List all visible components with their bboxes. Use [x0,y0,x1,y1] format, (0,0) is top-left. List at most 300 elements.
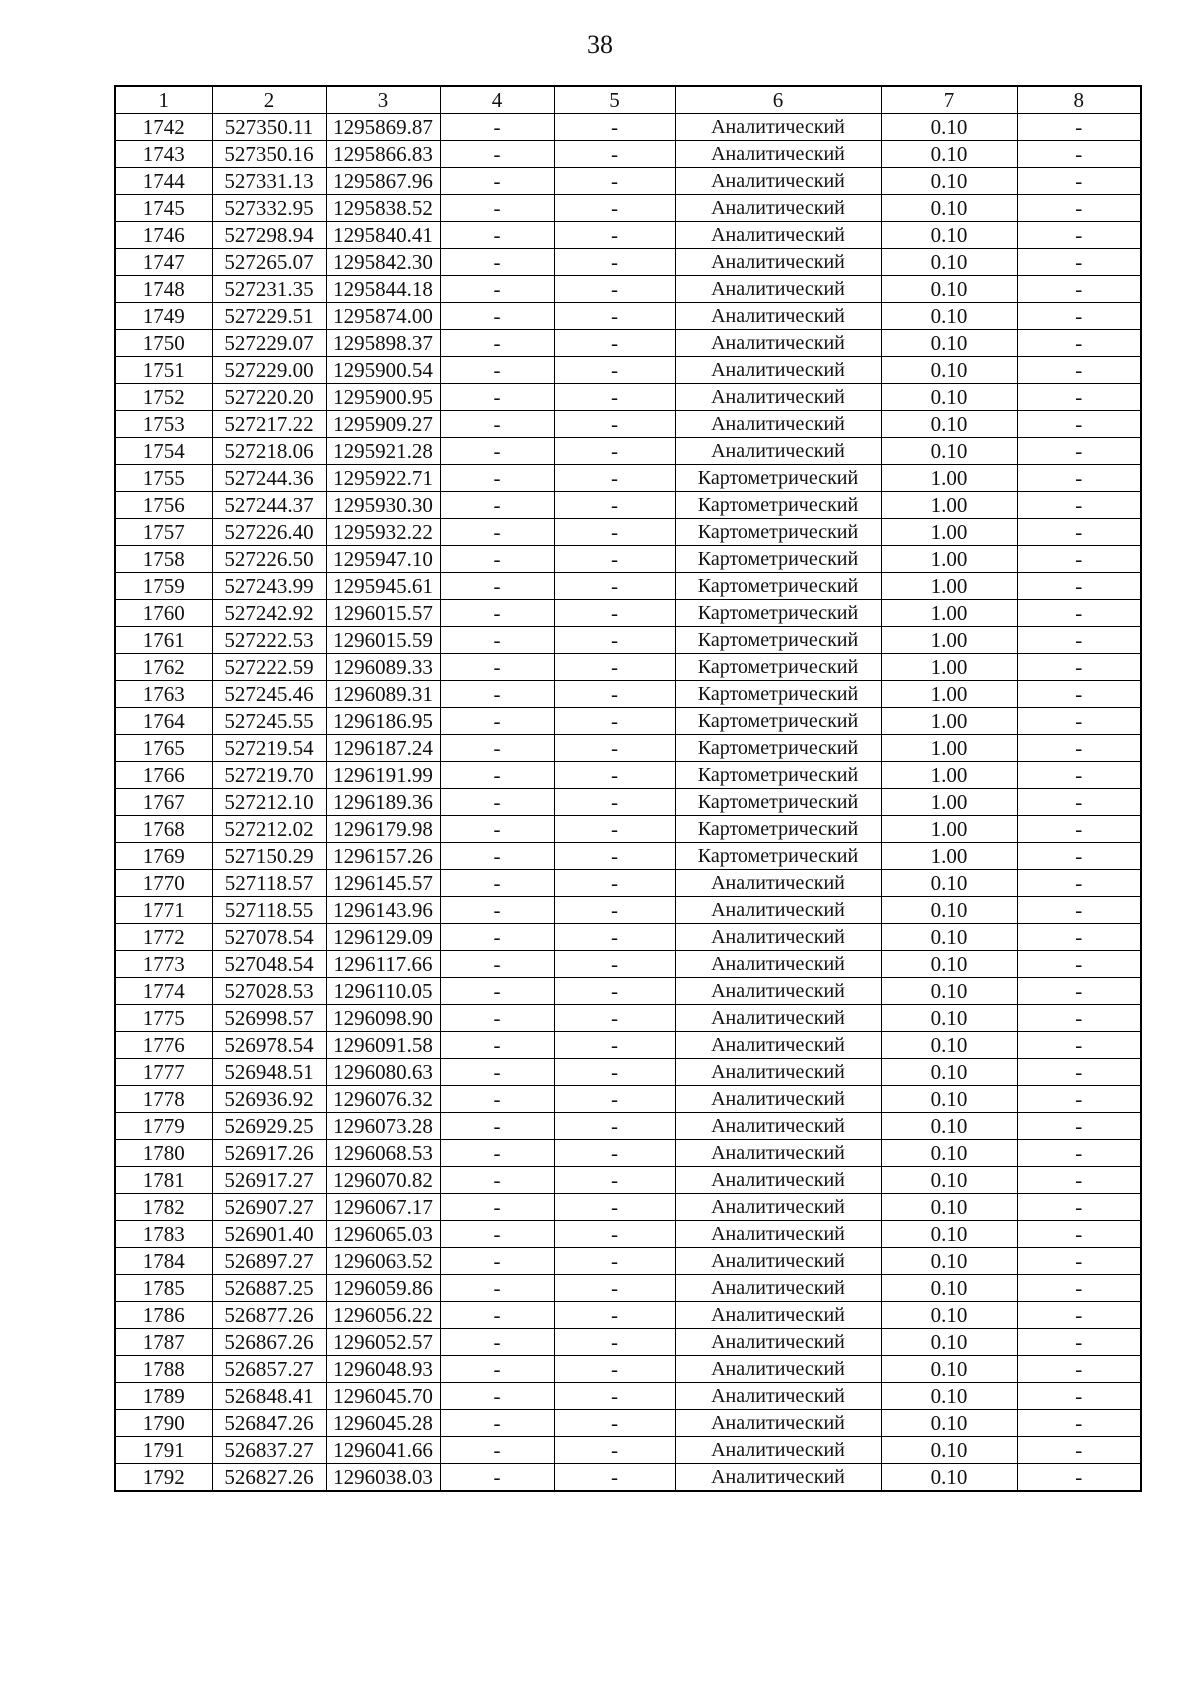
point-number-cell: 1787 [115,1329,212,1356]
y-coordinate-cell: 1296056.22 [326,1302,440,1329]
accuracy-cell: 0.10 [881,384,1017,411]
col8-cell: - [1017,1194,1141,1221]
method-cell: Аналитический [675,1194,881,1221]
x-coordinate-cell: 527218.06 [212,438,326,465]
x-coordinate-cell: 527118.57 [212,870,326,897]
col8-cell: - [1017,627,1141,654]
col8-cell: - [1017,357,1141,384]
col4-cell: - [440,1464,554,1492]
accuracy-cell: 1.00 [881,600,1017,627]
col5-cell: - [554,1032,675,1059]
point-number-cell: 1743 [115,141,212,168]
point-number-cell: 1761 [115,627,212,654]
point-number-cell: 1772 [115,924,212,951]
col5-cell: - [554,519,675,546]
col4-cell: - [440,1140,554,1167]
method-cell: Картометрический [675,708,881,735]
x-coordinate-cell: 527245.46 [212,681,326,708]
col5-cell: - [554,1437,675,1464]
point-number-cell: 1747 [115,249,212,276]
method-cell: Аналитический [675,114,881,141]
y-coordinate-cell: 1296080.63 [326,1059,440,1086]
col8-cell: - [1017,1032,1141,1059]
col8-cell: - [1017,249,1141,276]
accuracy-cell: 1.00 [881,519,1017,546]
accuracy-cell: 1.00 [881,762,1017,789]
accuracy-cell: 0.10 [881,1005,1017,1032]
table-row [115,951,1141,978]
table-row [115,519,1141,546]
x-coordinate-cell: 526936.92 [212,1086,326,1113]
point-number-cell: 1764 [115,708,212,735]
table-body [115,114,1141,1492]
point-number-cell: 1750 [115,330,212,357]
col8-cell: - [1017,114,1141,141]
point-number-cell: 1762 [115,654,212,681]
point-number-cell: 1765 [115,735,212,762]
method-cell: Аналитический [675,1167,881,1194]
point-number-cell: 1788 [115,1356,212,1383]
method-cell: Аналитический [675,1221,881,1248]
method-cell: Аналитический [675,1275,881,1302]
table-row [115,384,1141,411]
col8-cell: - [1017,681,1141,708]
x-coordinate-cell: 527243.99 [212,573,326,600]
y-coordinate-cell: 1296157.26 [326,843,440,870]
accuracy-cell: 1.00 [881,789,1017,816]
col8-cell: - [1017,1410,1141,1437]
accuracy-cell: 0.10 [881,1410,1017,1437]
col5-cell: - [554,951,675,978]
y-coordinate-cell: 1296187.24 [326,735,440,762]
column-header: 5 [554,86,675,114]
accuracy-cell: 0.10 [881,1464,1017,1492]
col8-cell: - [1017,519,1141,546]
y-coordinate-cell: 1296041.66 [326,1437,440,1464]
accuracy-cell: 0.10 [881,1167,1017,1194]
method-cell: Картометрический [675,546,881,573]
col4-cell: - [440,1113,554,1140]
accuracy-cell: 0.10 [881,222,1017,249]
table-row [115,222,1141,249]
col5-cell: - [554,1194,675,1221]
y-coordinate-cell: 1295838.52 [326,195,440,222]
accuracy-cell: 0.10 [881,1383,1017,1410]
x-coordinate-cell: 526978.54 [212,1032,326,1059]
accuracy-cell: 0.10 [881,978,1017,1005]
table-row [115,573,1141,600]
method-cell: Аналитический [675,1437,881,1464]
method-cell: Аналитический [675,1140,881,1167]
x-coordinate-cell: 526857.27 [212,1356,326,1383]
method-cell: Аналитический [675,222,881,249]
method-cell: Картометрический [675,519,881,546]
col4-cell: - [440,1086,554,1113]
col4-cell: - [440,573,554,600]
x-coordinate-cell: 527265.07 [212,249,326,276]
col8-cell: - [1017,924,1141,951]
col5-cell: - [554,303,675,330]
col4-cell: - [440,492,554,519]
y-coordinate-cell: 1296065.03 [326,1221,440,1248]
x-coordinate-cell: 527242.92 [212,600,326,627]
accuracy-cell: 0.10 [881,141,1017,168]
table-row [115,816,1141,843]
point-number-cell: 1774 [115,978,212,1005]
table-row [115,465,1141,492]
y-coordinate-cell: 1296052.57 [326,1329,440,1356]
col4-cell: - [440,708,554,735]
y-coordinate-cell: 1295844.18 [326,276,440,303]
col8-cell: - [1017,465,1141,492]
col5-cell: - [554,141,675,168]
col8-cell: - [1017,276,1141,303]
table-row [115,330,1141,357]
accuracy-cell: 1.00 [881,735,1017,762]
y-coordinate-cell: 1295921.28 [326,438,440,465]
point-number-cell: 1779 [115,1113,212,1140]
col8-cell: - [1017,222,1141,249]
col5-cell: - [554,1113,675,1140]
accuracy-cell: 1.00 [881,654,1017,681]
x-coordinate-cell: 526887.25 [212,1275,326,1302]
method-cell: Картометрический [675,627,881,654]
method-cell: Аналитический [675,1464,881,1492]
col5-cell: - [554,1302,675,1329]
table-row [115,1032,1141,1059]
column-header: 6 [675,86,881,114]
method-cell: Аналитический [675,1086,881,1113]
col8-cell: - [1017,1464,1141,1492]
x-coordinate-cell: 527226.40 [212,519,326,546]
method-cell: Аналитический [675,1248,881,1275]
col8-cell: - [1017,951,1141,978]
point-number-cell: 1768 [115,816,212,843]
x-coordinate-cell: 526948.51 [212,1059,326,1086]
point-number-cell: 1783 [115,1221,212,1248]
accuracy-cell: 1.00 [881,546,1017,573]
y-coordinate-cell: 1296098.90 [326,1005,440,1032]
table-row [115,114,1141,141]
accuracy-cell: 0.10 [881,1221,1017,1248]
accuracy-cell: 1.00 [881,843,1017,870]
method-cell: Аналитический [675,978,881,1005]
point-number-cell: 1753 [115,411,212,438]
col4-cell: - [440,114,554,141]
col4-cell: - [440,1032,554,1059]
accuracy-cell: 1.00 [881,681,1017,708]
col8-cell: - [1017,897,1141,924]
x-coordinate-cell: 527212.10 [212,789,326,816]
method-cell: Аналитический [675,384,881,411]
column-header: 3 [326,86,440,114]
col5-cell: - [554,1356,675,1383]
table-row [115,1329,1141,1356]
x-coordinate-cell: 527220.20 [212,384,326,411]
col5-cell: - [554,1410,675,1437]
x-coordinate-cell: 526998.57 [212,1005,326,1032]
x-coordinate-cell: 527217.22 [212,411,326,438]
method-cell: Аналитический [675,897,881,924]
col4-cell: - [440,330,554,357]
method-cell: Аналитический [675,195,881,222]
col8-cell: - [1017,546,1141,573]
accuracy-cell: 1.00 [881,708,1017,735]
accuracy-cell: 1.00 [881,627,1017,654]
y-coordinate-cell: 1296110.05 [326,978,440,1005]
col5-cell: - [554,978,675,1005]
col4-cell: - [440,1059,554,1086]
col8-cell: - [1017,1005,1141,1032]
x-coordinate-cell: 527150.29 [212,843,326,870]
y-coordinate-cell: 1295900.95 [326,384,440,411]
col5-cell: - [554,249,675,276]
accuracy-cell: 0.10 [881,1032,1017,1059]
y-coordinate-cell: 1296067.17 [326,1194,440,1221]
y-coordinate-cell: 1296145.57 [326,870,440,897]
table-row [115,249,1141,276]
x-coordinate-cell: 527231.35 [212,276,326,303]
y-coordinate-cell: 1296045.70 [326,1383,440,1410]
table-header-row [115,86,1141,114]
accuracy-cell: 0.10 [881,303,1017,330]
method-cell: Аналитический [675,1383,881,1410]
point-number-cell: 1773 [115,951,212,978]
method-cell: Картометрический [675,789,881,816]
point-number-cell: 1760 [115,600,212,627]
col5-cell: - [554,1140,675,1167]
accuracy-cell: 0.10 [881,1059,1017,1086]
y-coordinate-cell: 1296038.03 [326,1464,440,1492]
point-number-cell: 1766 [115,762,212,789]
method-cell: Картометрический [675,762,881,789]
col8-cell: - [1017,1437,1141,1464]
col4-cell: - [440,978,554,1005]
table-row [115,1356,1141,1383]
method-cell: Картометрический [675,816,881,843]
table-row [115,1302,1141,1329]
table-row [115,195,1141,222]
accuracy-cell: 0.10 [881,1086,1017,1113]
col4-cell: - [440,1221,554,1248]
table-row [115,492,1141,519]
y-coordinate-cell: 1295900.54 [326,357,440,384]
col5-cell: - [554,438,675,465]
method-cell: Аналитический [675,330,881,357]
method-cell: Аналитический [675,141,881,168]
col4-cell: - [440,249,554,276]
point-number-cell: 1775 [115,1005,212,1032]
point-number-cell: 1746 [115,222,212,249]
col8-cell: - [1017,870,1141,897]
col8-cell: - [1017,600,1141,627]
col8-cell: - [1017,735,1141,762]
y-coordinate-cell: 1296089.31 [326,681,440,708]
col5-cell: - [554,708,675,735]
col8-cell: - [1017,573,1141,600]
y-coordinate-cell: 1296189.36 [326,789,440,816]
x-coordinate-cell: 527219.70 [212,762,326,789]
table-row [115,654,1141,681]
col8-cell: - [1017,438,1141,465]
column-header: 2 [212,86,326,114]
point-number-cell: 1786 [115,1302,212,1329]
col8-cell: - [1017,1248,1141,1275]
col8-cell: - [1017,789,1141,816]
y-coordinate-cell: 1296059.86 [326,1275,440,1302]
y-coordinate-cell: 1296048.93 [326,1356,440,1383]
point-number-cell: 1789 [115,1383,212,1410]
table-row [115,978,1141,1005]
y-coordinate-cell: 1295842.30 [326,249,440,276]
x-coordinate-cell: 526847.26 [212,1410,326,1437]
y-coordinate-cell: 1296117.66 [326,951,440,978]
y-coordinate-cell: 1296089.33 [326,654,440,681]
point-number-cell: 1792 [115,1464,212,1492]
col5-cell: - [554,681,675,708]
method-cell: Аналитический [675,924,881,951]
method-cell: Аналитический [675,1059,881,1086]
method-cell: Аналитический [675,1356,881,1383]
col4-cell: - [440,546,554,573]
point-number-cell: 1749 [115,303,212,330]
point-number-cell: 1770 [115,870,212,897]
col4-cell: - [440,1329,554,1356]
col5-cell: - [554,1167,675,1194]
col4-cell: - [440,1437,554,1464]
col5-cell: - [554,654,675,681]
page-number: 38 [587,30,613,59]
col5-cell: - [554,114,675,141]
accuracy-cell: 0.10 [881,249,1017,276]
col4-cell: - [440,168,554,195]
x-coordinate-cell: 527226.50 [212,546,326,573]
col4-cell: - [440,762,554,789]
col5-cell: - [554,1464,675,1492]
accuracy-cell: 0.10 [881,1140,1017,1167]
method-cell: Картометрический [675,681,881,708]
col4-cell: - [440,357,554,384]
col8-cell: - [1017,654,1141,681]
col4-cell: - [440,519,554,546]
point-number-cell: 1755 [115,465,212,492]
col5-cell: - [554,384,675,411]
method-cell: Картометрический [675,492,881,519]
accuracy-cell: 1.00 [881,492,1017,519]
table-row [115,735,1141,762]
method-cell: Аналитический [675,249,881,276]
col4-cell: - [440,438,554,465]
y-coordinate-cell: 1295867.96 [326,168,440,195]
x-coordinate-cell: 526867.26 [212,1329,326,1356]
table-row [115,600,1141,627]
method-cell: Картометрический [675,600,881,627]
point-number-cell: 1791 [115,1437,212,1464]
col5-cell: - [554,573,675,600]
col4-cell: - [440,735,554,762]
accuracy-cell: 0.10 [881,870,1017,897]
point-number-cell: 1767 [115,789,212,816]
table-row [115,276,1141,303]
table-row [115,357,1141,384]
table-row [115,1059,1141,1086]
point-number-cell: 1752 [115,384,212,411]
table-row [115,303,1141,330]
point-number-cell: 1742 [115,114,212,141]
y-coordinate-cell: 1296045.28 [326,1410,440,1437]
column-header: 8 [1017,86,1141,114]
point-number-cell: 1754 [115,438,212,465]
accuracy-cell: 0.10 [881,1194,1017,1221]
y-coordinate-cell: 1296076.32 [326,1086,440,1113]
col5-cell: - [554,627,675,654]
x-coordinate-cell: 527078.54 [212,924,326,951]
table-row [115,1086,1141,1113]
col5-cell: - [554,411,675,438]
col5-cell: - [554,465,675,492]
y-coordinate-cell: 1295866.83 [326,141,440,168]
col8-cell: - [1017,843,1141,870]
col4-cell: - [440,1410,554,1437]
column-header: 7 [881,86,1017,114]
table-row [115,708,1141,735]
table-row [115,681,1141,708]
col8-cell: - [1017,141,1141,168]
method-cell: Аналитический [675,276,881,303]
x-coordinate-cell: 526917.26 [212,1140,326,1167]
col4-cell: - [440,465,554,492]
col8-cell: - [1017,978,1141,1005]
x-coordinate-cell: 527244.37 [212,492,326,519]
col8-cell: - [1017,1167,1141,1194]
point-number-cell: 1780 [115,1140,212,1167]
col5-cell: - [554,1329,675,1356]
col4-cell: - [440,654,554,681]
x-coordinate-cell: 526877.26 [212,1302,326,1329]
point-number-cell: 1778 [115,1086,212,1113]
y-coordinate-cell: 1296191.99 [326,762,440,789]
col8-cell: - [1017,816,1141,843]
method-cell: Аналитический [675,1302,881,1329]
coordinates-table [114,85,1142,1492]
table-row [115,1221,1141,1248]
accuracy-cell: 0.10 [881,1275,1017,1302]
y-coordinate-cell: 1296068.53 [326,1140,440,1167]
col8-cell: - [1017,303,1141,330]
table-row [115,1140,1141,1167]
col8-cell: - [1017,762,1141,789]
x-coordinate-cell: 526929.25 [212,1113,326,1140]
y-coordinate-cell: 1295874.00 [326,303,440,330]
col5-cell: - [554,546,675,573]
col4-cell: - [440,816,554,843]
x-coordinate-cell: 526901.40 [212,1221,326,1248]
col8-cell: - [1017,1140,1141,1167]
col5-cell: - [554,1059,675,1086]
x-coordinate-cell: 527222.53 [212,627,326,654]
col5-cell: - [554,195,675,222]
x-coordinate-cell: 527219.54 [212,735,326,762]
accuracy-cell: 0.10 [881,897,1017,924]
x-coordinate-cell: 527212.02 [212,816,326,843]
col5-cell: - [554,600,675,627]
col4-cell: - [440,1248,554,1275]
col4-cell: - [440,384,554,411]
col8-cell: - [1017,1356,1141,1383]
col8-cell: - [1017,1383,1141,1410]
method-cell: Картометрический [675,654,881,681]
table-row [115,789,1141,816]
